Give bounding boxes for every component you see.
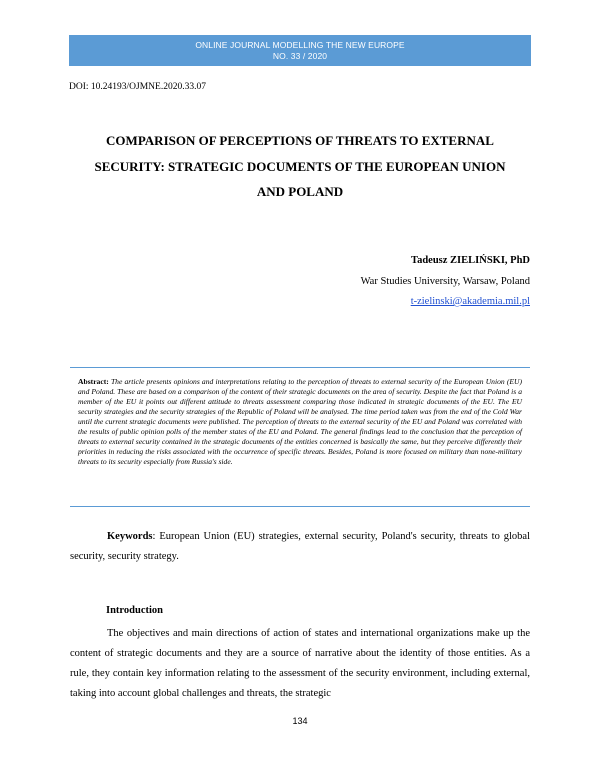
abstract-label: Abstract:: [78, 377, 109, 386]
title-line-3: AND POLAND: [256, 184, 344, 199]
author-affiliation: War Studies University, Warsaw, Poland: [360, 276, 530, 287]
journal-name: ONLINE JOURNAL MODELLING THE NEW EUROPE: [195, 40, 405, 50]
journal-issue: NO. 33 / 2020: [272, 51, 328, 61]
introduction-heading: Introduction: [106, 605, 163, 616]
keywords: [70, 527, 530, 567]
page-number: 134: [292, 716, 308, 726]
keywords-label: Keywords: [107, 531, 153, 542]
title-line-2: SECURITY: STRATEGIC DOCUMENTS OF THE EUROPEAN UNION: [94, 158, 506, 174]
title-line-1: COMPARISON OF PERCEPTIONS OF THREATS TO EXTERNAL: [106, 133, 494, 148]
doi: DOI: 10.24193/OJMNE.2020.33.07: [69, 82, 206, 92]
author-email-link[interactable]: t-zielinski@akademia.mil.pl: [410, 296, 530, 307]
journal-header-banner: [69, 35, 531, 66]
abstract-text: The article presents opinions and interpretations relating to the perception of threats to external security of the European Union (EU) and Poland. These are based on a comparison of the content of their strategic documents on the area of security. Despite the fact that Poland is a member of the EU it points out different attitude to threats assessment comparing those indicated in strategic documents of the EU. The EU security strategies and the security strategies of the Republic of Poland will be analysed. The time period taken was from the end of the Cold War until the current strategic documents were published. The perception of threats to the external security of the EU and Poland was correlated with the results of public opinion polls of the member states of the EU and Poland. The general findings lead to the conclusion that the perception of threats to external security contained in the strategic documents of the entities concerned is basically the same, but they perceive differently their priorities in reducing the risks associated with the occurrence of specific threats. Besides, Poland is more focused on military than none-military threats to its security especially from Russia's side.: [78, 377, 523, 466]
author-name: Tadeusz ZIELIŃSKI, PhD: [411, 255, 530, 266]
abstract: [78, 377, 522, 467]
keywords-text: : European Union (EU) strategies, external security, Poland's security, threats to global security, security strategy.: [70, 531, 530, 562]
paper-title: [90, 128, 510, 205]
introduction-paragraph: The objectives and main directions of action of states and international organizations make up the content of strategic documents and they are a source of narrative about the identity of those entities. As a rule, they contain key information relating to the assessment of the security environment, including external, taking into account global challenges and threats, the strategic: [70, 628, 530, 699]
